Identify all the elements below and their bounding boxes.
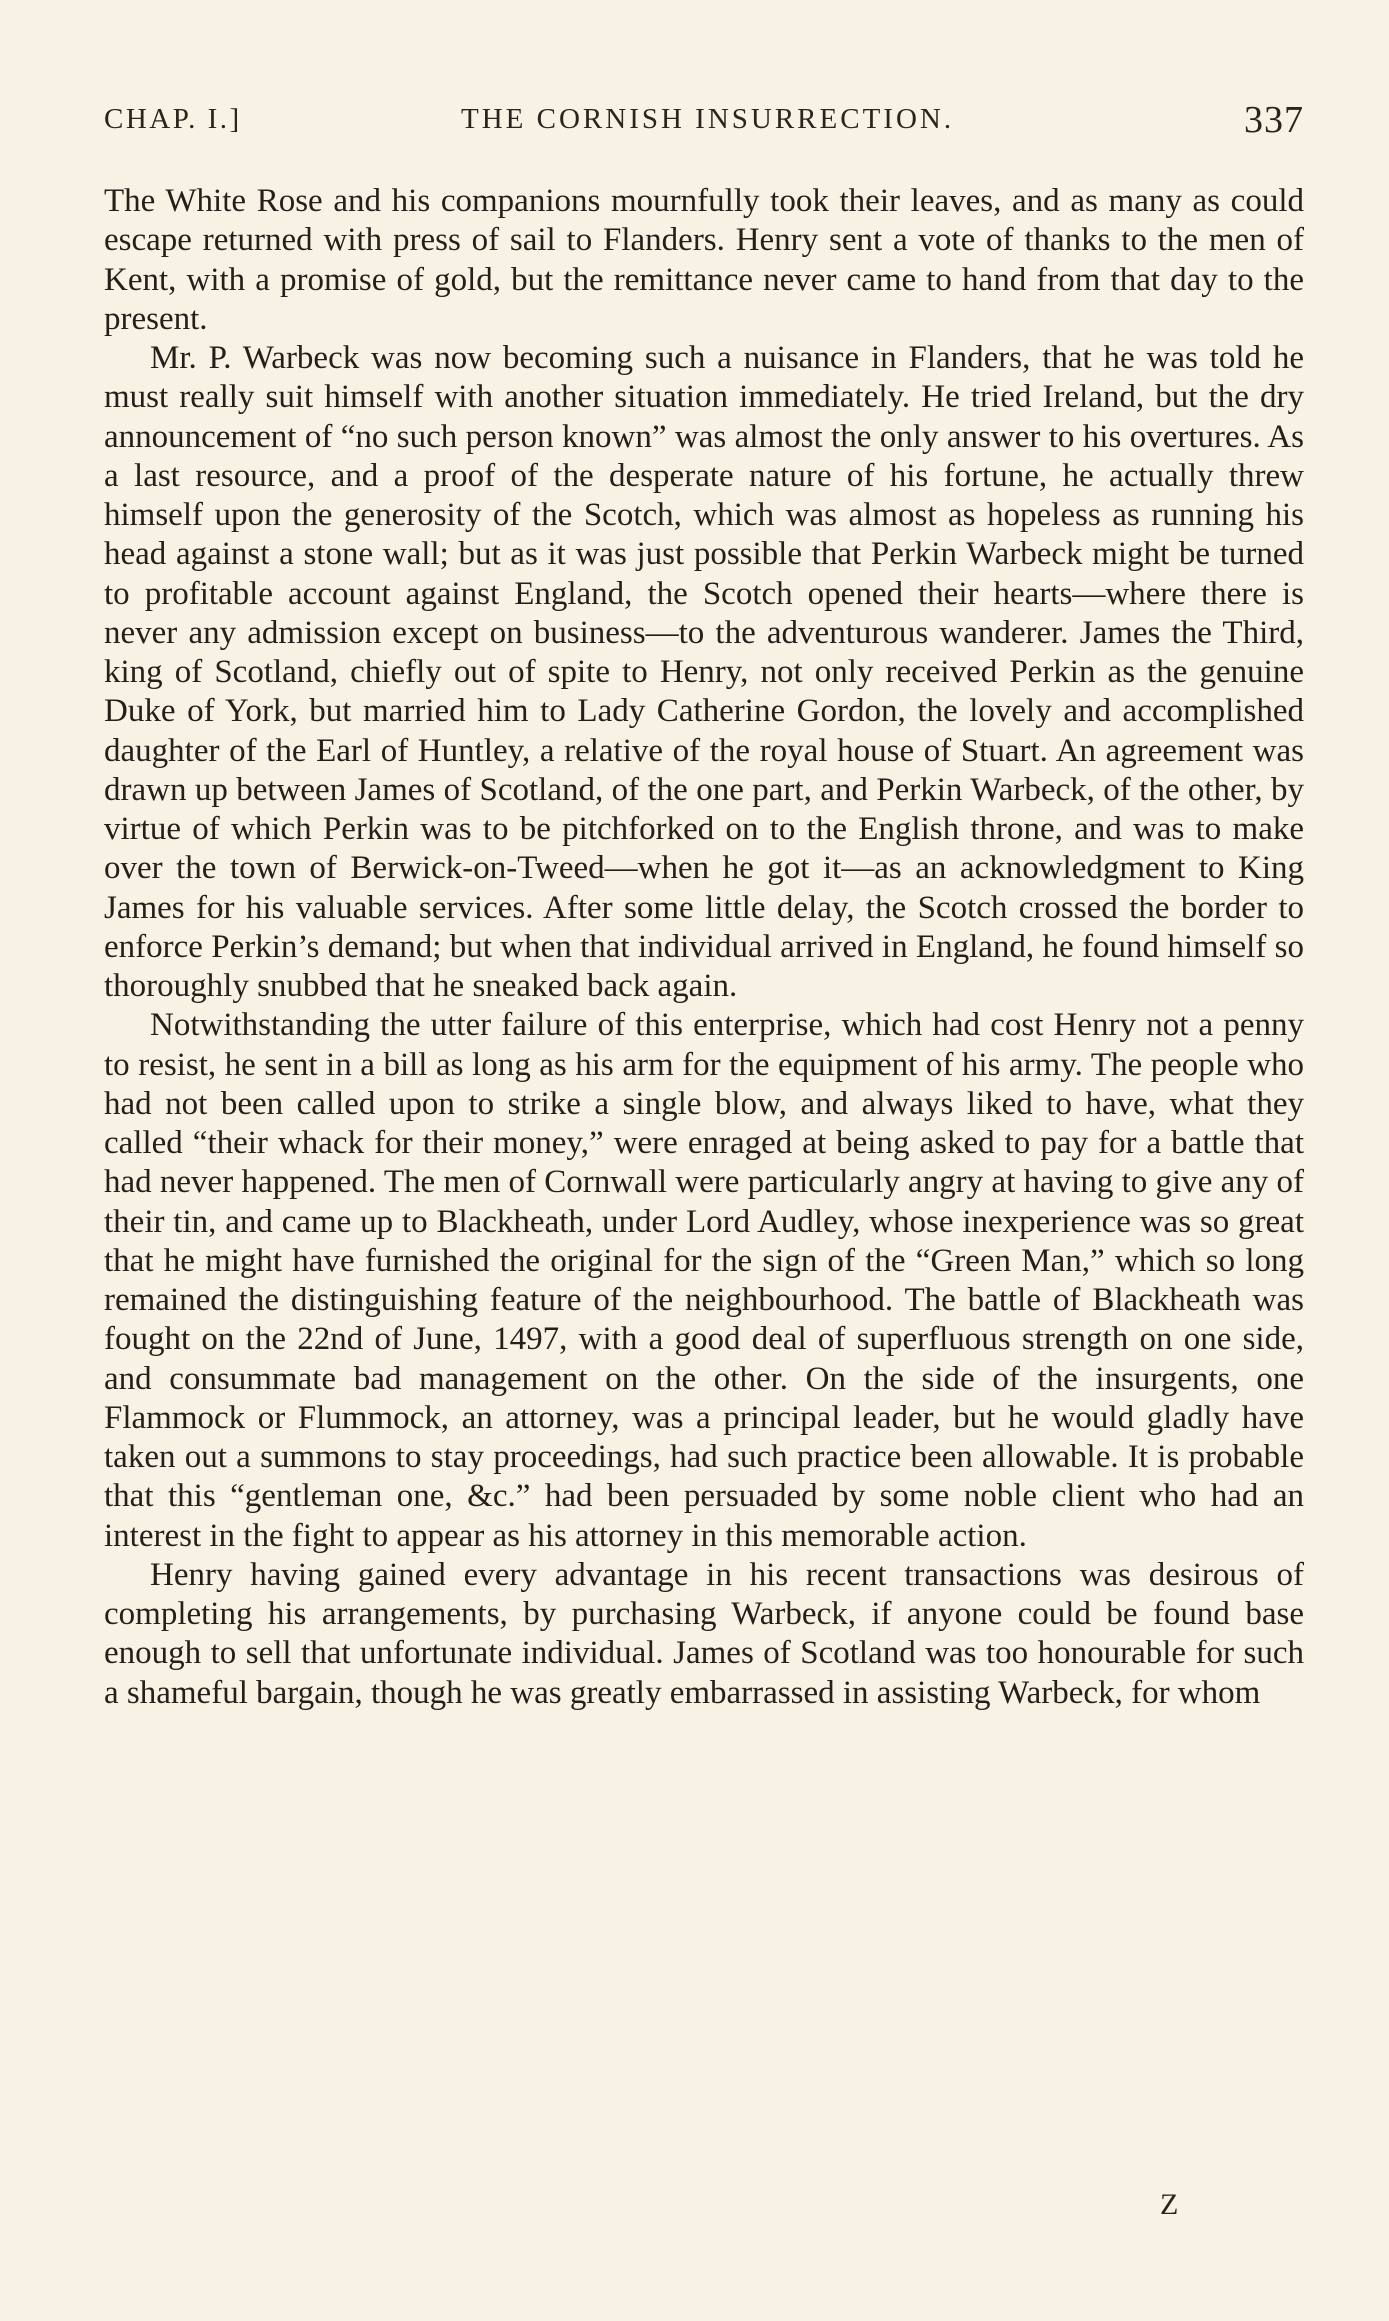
page-number: 337 bbox=[1244, 99, 1304, 141]
signature-mark: Z bbox=[1160, 2188, 1179, 2221]
running-title: THE CORNISH INSURRECTION. bbox=[461, 103, 955, 135]
body-text bbox=[104, 182, 1304, 1713]
paragraph: Notwithstanding the utter failure of this enterprise, which had cost Henry not a penny to resist, he sent in a bill as long as his arm for the equipment of his army. The people who had not been called upon to strike a single blow, and always liked to have, what they called “their whack for their money,” were enraged at being asked to pay for a battle that had never happened. The men of Cornwall were particularly angry at having to give any of their tin, and came up to Blackheath, under Lord Audley, whose inexperience was so great that he might have furnished the original for the sign of the “Green Man,” which so long remained the distinguishing feature of the neighbourhood. The battle of Blackheath was fought on the 22nd of June, 1497, with a good deal of superfluous strength on one side, and consummate bad management on the other. On the side of the insurgents, one Flammock or Flummock, an attorney, was a principal leader, but he would gladly have taken out a summons to stay proceedings, had such practice been allowable. It is probable that this “gentleman one, &c.” had been persuaded by some noble client who had an interest in the fight to appear as his attorney in this memorable action. bbox=[104, 1007, 1304, 1554]
chapter-label: CHAP. I.] bbox=[104, 103, 242, 135]
running-head bbox=[104, 99, 1304, 143]
paragraph: Henry having gained every advantage in his recent transactions was desirous of completing his arrangements, by purchasing Warbeck, if anyone could be found base enough to sell that unfortunate individual. James of Scotland was too honourable for such a shameful bargain, though he was greatly embarrassed in assisting Warbeck, for whom bbox=[104, 1556, 1304, 1711]
paragraph: The White Rose and his companions mournfully took their leaves, and as many as could escape returned with press of sail to Flanders. Henry sent a vote of thanks to the men of Kent, with a promise of gold, but the remittance never came to hand from that day to the present. bbox=[104, 183, 1304, 337]
paragraph: Mr. P. Warbeck was now becoming such a nuisance in Flanders, that he was told he must really suit himself with another situation immediately. He tried Ireland, but the dry announcement of “no such person known” was almost the only answer to his overtures. As a last resource, and a proof of the desperate nature of his fortune, he actually threw himself upon the generosity of the Scotch, which was almost as hopeless as running his head against a stone wall; but as it was just possible that Perkin Warbeck might be turned to profitable account against England, the Scotch opened their hearts—where there is never any admission except on business—to the adventurous wanderer. James the Third, king of Scotland, chiefly out of spite to Henry, not only received Perkin as the genuine Duke of York, but married him to Lady Catherine Gordon, the lovely and accomplished daughter of the Earl of Huntley, a relative of the royal house of Stuart. An agreement was drawn up between James of Scotland, of the one part, and Perkin Warbeck, of the other, by virtue of which Perkin was to be pitchforked on to the English throne, and was to make over the town of Berwick-on-Tweed—when he got it—as an acknowledgment to King James for his valuable services. After some little delay, the Scotch crossed the border to enforce Perkin’s demand; but when that individual arrived in England, he found himself so thoroughly snubbed that he sneaked back again. bbox=[104, 340, 1304, 1004]
